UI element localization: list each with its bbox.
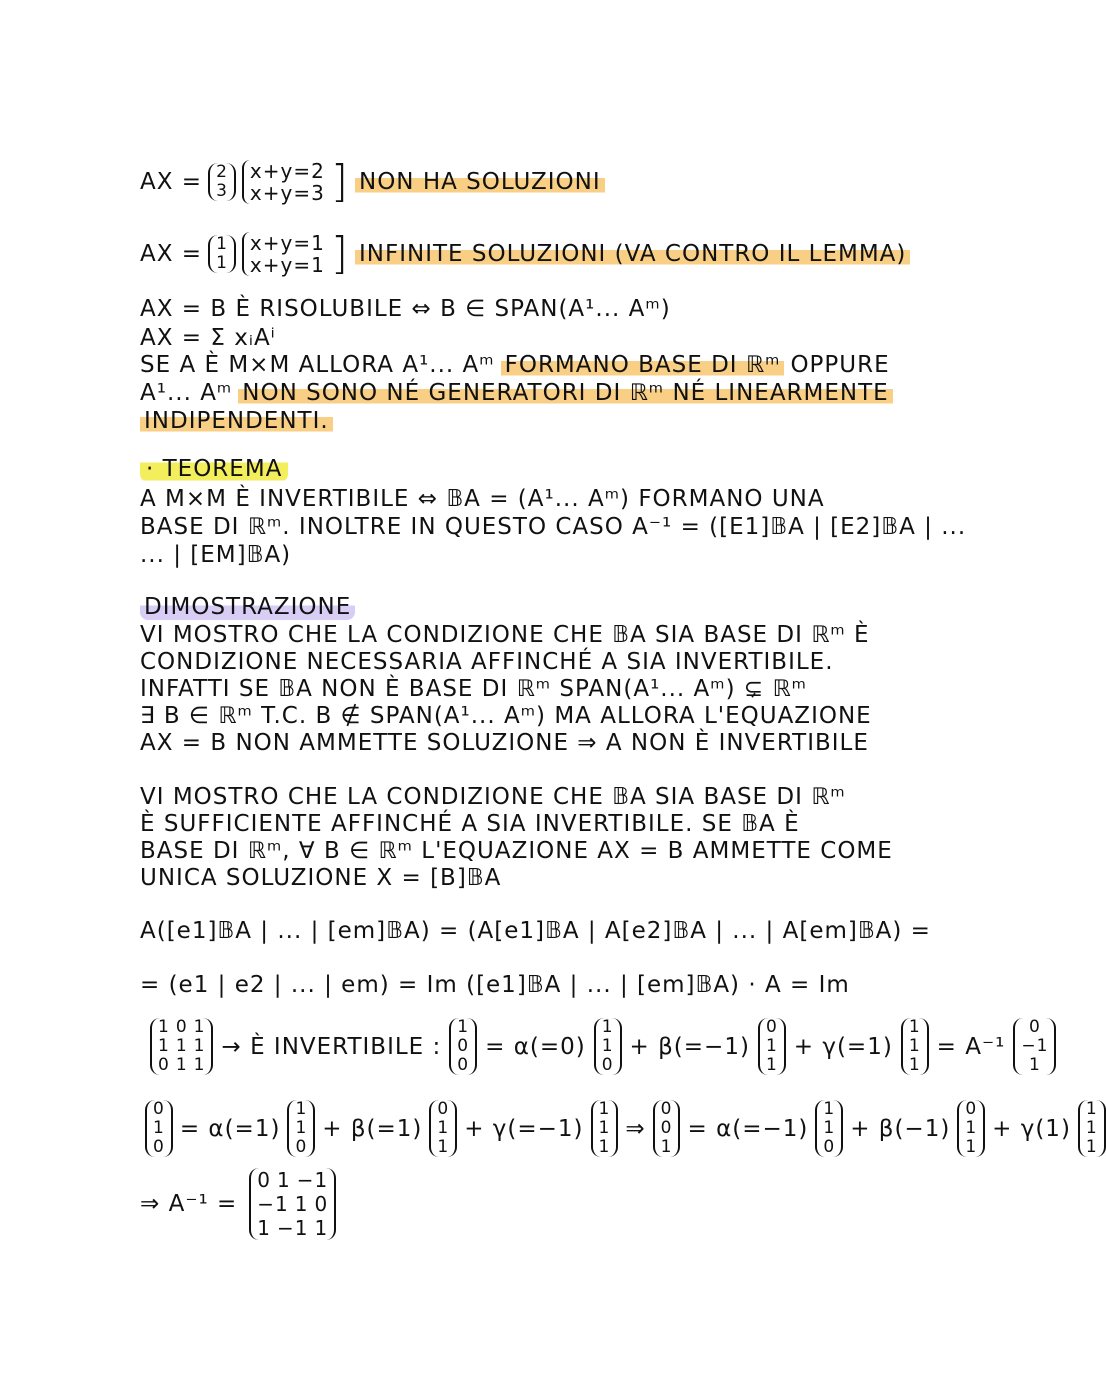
vector (957, 1100, 985, 1157)
matrix-row (965, 1100, 977, 1119)
highlight-note: INFINITE SOLUZIONI (VA CONTRO IL LEMMA) (355, 241, 910, 267)
matrix-row (257, 1192, 328, 1216)
matrix-cell: 1 (295, 1118, 308, 1138)
matrix-row (909, 1037, 921, 1056)
text: + γ(1) (992, 1115, 1071, 1142)
matrix-row (766, 1056, 778, 1075)
system-equation: x+y=3 (249, 181, 325, 205)
matrix-cell: 2 (216, 162, 228, 182)
text: AX = B NON AMMETTE SOLUZIONE ⇒ A NON È INVERTIBILE (140, 730, 869, 756)
matrix-cell: 1 (457, 1017, 470, 1037)
vector (594, 1018, 622, 1075)
vector (287, 1100, 315, 1157)
matrix-cell: 1 (823, 1118, 836, 1138)
vector (449, 1018, 477, 1075)
vector (758, 1018, 786, 1075)
matrix-cell: 1 (216, 253, 228, 273)
matrix-cell: 1 (765, 1036, 778, 1056)
text: A([e1]𝔹A | ... | [em]𝔹A) = (A[e1]𝔹A | A[e2]𝔹A | ... | A[em]𝔹A) = (140, 918, 931, 944)
matrix-cell: 1 (437, 1118, 450, 1138)
matrix-cell: 0 (823, 1137, 836, 1157)
matrix-row (909, 1056, 921, 1075)
text: → È INVERTIBILE : (221, 1033, 442, 1060)
equation (140, 918, 931, 944)
text: AX = (140, 169, 203, 195)
matrix-cell: 1 (601, 1017, 614, 1037)
matrix-cell: 1 (257, 1216, 271, 1240)
matrix-row (661, 1100, 673, 1119)
bracket: ] (330, 156, 349, 207)
matrix-cell: 0 (660, 1118, 673, 1138)
line (140, 784, 846, 810)
matrix-cell: 0 (1028, 1017, 1041, 1037)
matrix-cell: 0 (153, 1099, 165, 1119)
matrix-row (1021, 1018, 1048, 1037)
matrix-cell: 1 (1085, 1099, 1098, 1119)
matrix-row (257, 1168, 328, 1192)
text: CONDIZIONE NECESSARIA AFFINCHÉ A SIA INVERTIBILE. (140, 649, 834, 675)
matrix-cell: −1 (1021, 1036, 1049, 1056)
text: ⇒ (625, 1115, 646, 1142)
matrix-cell: 0 (437, 1099, 450, 1119)
text: AX = B È RISOLUBILE ⇔ B ∈ SPAN(A¹... Aᵐ) (140, 296, 671, 322)
text: UNICA SOLUZIONE X = [B]𝔹A (140, 865, 502, 891)
bracket: ] (330, 228, 349, 279)
matrix-cell: 0 (295, 1137, 308, 1157)
matrix-row (1086, 1119, 1098, 1138)
matrix-cell: 1 (175, 1055, 188, 1075)
matrix-cell: −1 (257, 1192, 289, 1216)
matrix-a-inverse (249, 1168, 336, 1240)
matrix-cell: 0 (660, 1099, 673, 1119)
highlight: INDIPENDENTI. (140, 408, 333, 434)
matrix-cell: 1 (437, 1137, 450, 1157)
text: BASE DI ℝᵐ, ∀ B ∈ ℝᵐ L'EQUAZIONE AX = B AMMETTE COME (140, 838, 893, 864)
system-equation: x+y=2 (249, 159, 325, 183)
matrix-cell: 3 (216, 181, 228, 201)
matrix-cell: 0 (314, 1192, 329, 1216)
matrix-row (766, 1037, 778, 1056)
line (140, 542, 291, 568)
line (140, 865, 501, 891)
text: A¹... Aᵐ (140, 380, 233, 406)
matrix-row (437, 1100, 449, 1119)
matrix-cell: 1 (175, 1036, 188, 1056)
matrix-row (457, 1037, 469, 1056)
matrix-cell: 1 (216, 234, 228, 254)
matrix-row (1021, 1037, 1048, 1056)
matrix-cell: 0 (457, 1036, 470, 1056)
matrix-cell: 0 (765, 1017, 778, 1037)
vector (1013, 1018, 1056, 1075)
matrix-row (661, 1138, 673, 1157)
matrix-row (965, 1119, 977, 1138)
matrix-row (437, 1119, 449, 1138)
highlight: · TEOREMA (140, 456, 288, 482)
matrix-row (1021, 1056, 1048, 1075)
matrix-cell: 1 (193, 1036, 206, 1056)
matrix-row (216, 254, 228, 273)
line (140, 408, 333, 434)
matrix-row (158, 1056, 205, 1075)
vector (591, 1100, 619, 1157)
vector (815, 1100, 843, 1157)
highlight: NON SONO NÉ GENERATORI DI ℝᵐ NÉ LINEARMENTE (238, 380, 892, 406)
system (242, 160, 325, 204)
matrix-cell: 1 (1085, 1118, 1098, 1138)
highlight: DIMOSTRAZIONE (140, 594, 355, 620)
matrix-cell: 0 (153, 1137, 165, 1157)
proof-title (140, 594, 355, 620)
matrix-row (216, 235, 228, 254)
highlight-note: NON HA SOLUZIONI (355, 169, 605, 195)
text: VI MOSTRO CHE LA CONDIZIONE CHE 𝔹A SIA BASE DI ℝᵐ È (140, 622, 870, 648)
vector (208, 235, 236, 273)
text: = α(=1) (179, 1115, 281, 1142)
matrix-row (153, 1119, 165, 1138)
matrix-row (216, 163, 228, 182)
system-equation: x+y=1 (249, 231, 325, 255)
text: A M×M È INVERTIBILE ⇔ 𝔹A = (A¹... Aᵐ) FORMANO UNA (140, 486, 825, 512)
text: BASE DI ℝᵐ. INOLTRE IN QUESTO CASO A⁻¹ = ([E1]𝔹A | [E2]𝔹A | ... (140, 514, 967, 540)
text: + γ(=−1) (464, 1115, 584, 1142)
matrix-cell: 1 (598, 1137, 611, 1157)
theorem-title (140, 456, 288, 482)
vector (429, 1100, 457, 1157)
text: AX = (140, 241, 203, 267)
matrix-cell: 1 (660, 1137, 673, 1157)
system (242, 232, 325, 276)
matrix-cell: 1 (823, 1099, 836, 1119)
text: AX = Σ xᵢAⁱ (140, 325, 276, 351)
matrix-row (295, 1100, 307, 1119)
text: È SUFFICIENTE AFFINCHÉ A SIA INVERTIBILE. SE 𝔹A È (140, 811, 800, 837)
matrix-cell: 0 (257, 1168, 271, 1192)
text: SE A È M×M ALLORA A¹... Aᵐ (140, 352, 495, 378)
matrix-row (823, 1138, 835, 1157)
matrix-cell: 1 (908, 1055, 921, 1075)
text: + β(=1) (322, 1115, 423, 1142)
equation (140, 972, 850, 998)
matrix-row (1086, 1100, 1098, 1119)
matrix-row (295, 1138, 307, 1157)
matrix-cell: 1 (765, 1055, 778, 1075)
highlight: FORMANO BASE DI ℝᵐ (501, 352, 785, 378)
matrix-cell: 1 (1085, 1137, 1098, 1157)
matrix-cell: 1 (908, 1017, 921, 1037)
line (140, 703, 872, 729)
matrix-row (158, 1018, 205, 1037)
line (140, 622, 870, 648)
example-row-2 (145, 1100, 1106, 1157)
text: OPPURE (790, 352, 890, 378)
matrix-cell: 0 (601, 1055, 614, 1075)
matrix-row (909, 1018, 921, 1037)
matrix-cell: 1 (193, 1055, 206, 1075)
inverse-result (140, 1168, 336, 1240)
line (140, 352, 890, 378)
matrix-a (150, 1018, 213, 1075)
matrix-row (599, 1138, 611, 1157)
matrix-cell: 1 (153, 1118, 165, 1138)
line (140, 380, 893, 406)
matrix-row (295, 1119, 307, 1138)
line (140, 514, 966, 540)
line (140, 838, 893, 864)
line (140, 296, 671, 322)
matrix-row (602, 1018, 614, 1037)
text: = α(=−1) (687, 1115, 809, 1142)
matrix-row (457, 1018, 469, 1037)
matrix-cell: 1 (598, 1118, 611, 1138)
vector (145, 1100, 173, 1157)
text: ... | [EM]𝔹A) (140, 542, 292, 568)
matrix-row (823, 1100, 835, 1119)
text: VI MOSTRO CHE LA CONDIZIONE CHE 𝔹A SIA BASE DI ℝᵐ (140, 784, 846, 810)
text: = (e1 | e2 | ... | em) = Im ([e1]𝔹A | ... | [em]𝔹A) · A = Im (140, 972, 850, 998)
matrix-cell: 1 (277, 1168, 291, 1192)
matrix-row (1086, 1138, 1098, 1157)
matrix-cell: 1 (965, 1118, 978, 1138)
matrix-cell: 1 (294, 1192, 309, 1216)
matrix-cell: 1 (314, 1216, 329, 1240)
matrix-row (153, 1138, 165, 1157)
matrix-cell: 1 (1028, 1055, 1041, 1075)
text: + γ(=1) (793, 1033, 893, 1060)
line (140, 811, 800, 837)
vector (1078, 1100, 1106, 1157)
line-infinite-solutions (140, 228, 910, 279)
matrix-cell: 1 (158, 1036, 170, 1056)
vector (901, 1018, 929, 1075)
matrix-row (158, 1037, 205, 1056)
matrix-cell: −1 (277, 1216, 309, 1240)
matrix-row (437, 1138, 449, 1157)
vector (208, 163, 236, 201)
line-no-solutions (140, 156, 605, 207)
matrix-cell: 1 (193, 1017, 206, 1037)
matrix-row (661, 1119, 673, 1138)
system-equation: x+y=1 (249, 253, 325, 277)
matrix-cell: 1 (295, 1099, 308, 1119)
matrix-row (965, 1138, 977, 1157)
matrix-cell: 1 (601, 1036, 614, 1056)
matrix-row (257, 1216, 328, 1240)
text: + β(=−1) (629, 1033, 750, 1060)
matrix-row (766, 1018, 778, 1037)
matrix-cell: 1 (598, 1099, 611, 1119)
text: = A⁻¹ (936, 1033, 1006, 1060)
matrix-row (216, 182, 228, 201)
text: INFATTI SE 𝔹A NON È BASE DI ℝᵐ SPAN(A¹... Aᵐ) ⊊ ℝᵐ (140, 676, 808, 702)
matrix-row (823, 1119, 835, 1138)
matrix-row (457, 1056, 469, 1075)
text: + β(−1) (850, 1115, 951, 1142)
matrix-cell: 0 (965, 1099, 978, 1119)
matrix-cell: 1 (908, 1036, 921, 1056)
matrix-row (602, 1037, 614, 1056)
text: ∃ B ∈ ℝᵐ T.C. B ∉ SPAN(A¹... Aᵐ) MA ALLORA L'EQUAZIONE (140, 703, 872, 729)
matrix-row (153, 1100, 165, 1119)
matrix-row (602, 1056, 614, 1075)
line (140, 486, 825, 512)
vector (653, 1100, 681, 1157)
text: ⇒ A⁻¹ = (140, 1191, 238, 1217)
line (140, 730, 869, 756)
example-row-1 (150, 1018, 1056, 1075)
matrix-cell: 0 (457, 1055, 470, 1075)
line (140, 325, 276, 351)
matrix-cell: 0 (158, 1055, 170, 1075)
matrix-row (599, 1100, 611, 1119)
line (140, 676, 807, 702)
matrix-cell: −1 (296, 1168, 329, 1192)
line (140, 649, 834, 675)
text: = α(=0) (485, 1033, 586, 1060)
matrix-row (599, 1119, 611, 1138)
matrix-cell: 1 (965, 1137, 978, 1157)
matrix-cell: 0 (175, 1017, 188, 1037)
matrix-cell: 1 (158, 1017, 170, 1037)
